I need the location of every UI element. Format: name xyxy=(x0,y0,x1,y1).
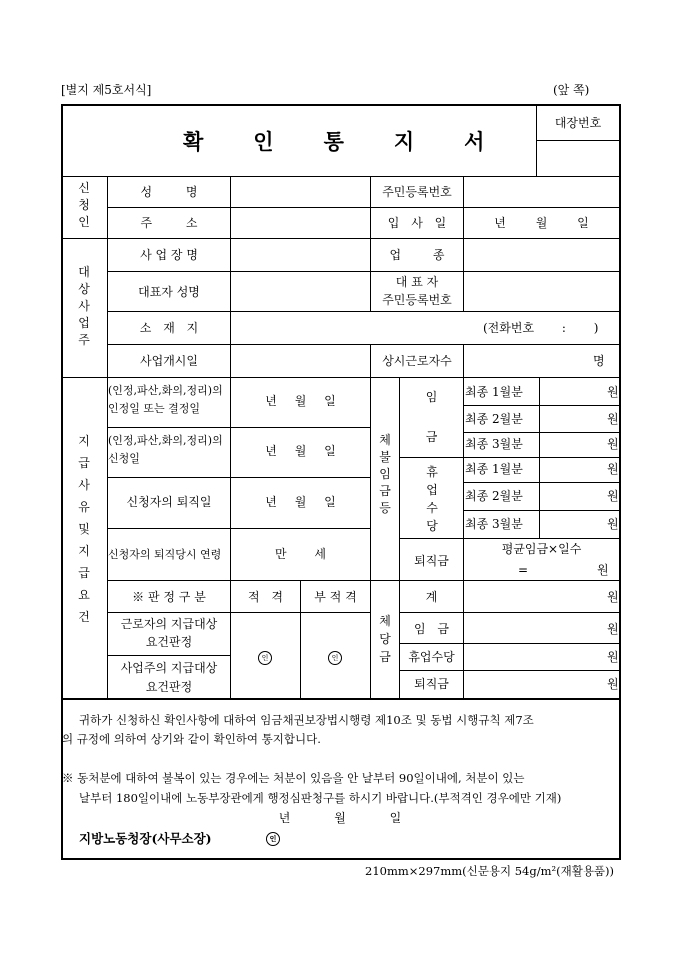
join-date-label: 입 사 일 xyxy=(387,216,447,230)
employer-eligibility-label-1: 사업주의 지급대상 xyxy=(120,661,218,675)
register-number-label: 대장번호 xyxy=(554,116,602,130)
leave-month2-unit: 원 xyxy=(607,489,619,503)
location-label: 소 재 지 xyxy=(139,321,199,335)
page-title: 확인통지서 xyxy=(183,129,535,154)
issuer-seal-icon: 인 xyxy=(266,832,280,846)
avg-wage-formula: 평균임금×일수 xyxy=(501,542,582,556)
substitute-total-unit: 원 xyxy=(607,590,619,604)
leave-month1-unit: 원 xyxy=(607,462,619,476)
start-date-label: 사업개시일 xyxy=(140,354,198,368)
leave-allowance-label: 휴업수당 xyxy=(426,465,438,533)
wage-month3-label: 최종 3월분 xyxy=(465,437,523,451)
grid-line xyxy=(536,140,620,141)
worker-eligibility-label-1: 근로자의 지급대상 xyxy=(120,617,218,631)
grid-line xyxy=(107,612,370,613)
leave-month2-label: 최종 2월분 xyxy=(465,489,523,503)
grid-line xyxy=(399,670,620,671)
application-date-label-2: 신청일 xyxy=(108,452,140,465)
grid-line xyxy=(107,655,230,656)
worker-eligibility-label-2: 요건판정 xyxy=(145,635,193,649)
grid-line xyxy=(107,580,620,581)
grid-line xyxy=(399,643,620,644)
leave-month1-label: 최종 1월분 xyxy=(465,462,523,476)
wage-month2-label: 최종 2월분 xyxy=(465,412,523,426)
grid-line xyxy=(463,510,620,511)
decision-date-value: 년 월 일 xyxy=(265,394,336,408)
retirement-date-label: 신청자의 퇴직일 xyxy=(126,495,212,509)
retirement-date-value: 년 월 일 xyxy=(265,495,336,509)
substitute-wage-label: 임 금 xyxy=(414,622,449,636)
name-label: 성 명 xyxy=(140,185,198,199)
notice-line-2: 의 규정에 의하여 상기와 같이 확인하여 통지합니다. xyxy=(62,732,321,746)
grid-line xyxy=(61,377,621,378)
substitute-severance-unit: 원 xyxy=(607,677,619,691)
table-border-mid xyxy=(61,698,621,700)
page-side-label: (앞 쪽) xyxy=(553,83,590,97)
employees-unit: 명 xyxy=(593,354,605,368)
grid-line xyxy=(61,176,621,177)
industry-label: 업 종 xyxy=(389,248,445,262)
grid-line xyxy=(107,344,620,345)
application-date-value: 년 월 일 xyxy=(265,444,336,458)
rep-name-label: 대표자 성명 xyxy=(138,285,200,299)
severance-label: 퇴직금 xyxy=(414,554,449,568)
notice-line-1: 귀하가 신청하신 확인사항에 대하여 임금채권보장법시행령 제10조 및 동법 시행규칙 제7조 xyxy=(79,713,534,727)
avg-wage-equals: = xyxy=(518,563,529,577)
table-border-top xyxy=(61,104,621,106)
rep-rrn-label-1: 대 표 자 xyxy=(395,275,439,289)
judgement-label: ※ 판 정 구 분 xyxy=(132,590,206,604)
substitute-leave-unit: 원 xyxy=(607,650,619,664)
phone-label: (전화번호 : ) xyxy=(483,321,599,335)
grid-line xyxy=(463,482,620,483)
decision-date-label-1: (인정,파산,화의,정리)의 xyxy=(108,384,223,397)
grid-line xyxy=(399,538,620,539)
business-section-label: 대상사업주 xyxy=(78,265,90,347)
grid-line xyxy=(107,477,370,478)
substitute-wage-unit: 원 xyxy=(607,622,619,636)
employees-label: 상시근로자수 xyxy=(382,354,452,368)
eligible-seal-icon: 인 xyxy=(258,651,272,665)
leave-month3-unit: 원 xyxy=(607,517,619,531)
join-date-value: 년 월 일 xyxy=(494,216,589,230)
substitute-leave-label: 휴업수당 xyxy=(408,650,455,664)
decision-date-label-2: 인정일 또는 결정일 xyxy=(108,402,201,415)
notice-date: 년 월 일 xyxy=(278,811,402,825)
grid-line xyxy=(107,311,620,312)
applicant-section-label: 신청인 xyxy=(78,181,90,229)
eligible-label: 적 격 xyxy=(248,590,283,604)
substitute-severance-label: 퇴직금 xyxy=(414,677,449,691)
retirement-age-value: 만 세 xyxy=(275,547,326,561)
rrn-label: 주민등록번호 xyxy=(382,185,452,199)
rep-rrn-label-2: 주민등록번호 xyxy=(382,293,452,307)
grid-line xyxy=(399,457,620,458)
payment-section-label: 지급사유 및 지급요건 xyxy=(78,434,90,624)
ineligible-seal-icon: 인 xyxy=(328,651,342,665)
substitute-total-label: 계 xyxy=(425,590,438,604)
substitute-payment-section-label: 체당금 xyxy=(379,614,391,664)
grid-line xyxy=(463,405,620,406)
table-border-bottom xyxy=(61,858,621,860)
form-number: [별지 제5호서식] xyxy=(61,83,152,97)
wage-month1-label: 최종 1월분 xyxy=(465,385,523,399)
grid-line xyxy=(463,538,464,698)
appeal-note-line-1: ※ 동처분에 대하여 불복이 있는 경우에는 처분이 있음을 안 날부터 90일이내에, 처분이 있는 xyxy=(62,771,525,785)
wage-label-2: 금 xyxy=(425,430,438,444)
grid-line xyxy=(463,344,464,377)
grid-line xyxy=(107,427,370,428)
application-date-label-1: (인정,파산,화의,정리)의 xyxy=(108,434,223,447)
grid-line xyxy=(230,176,231,698)
grid-line xyxy=(107,528,370,529)
ineligible-label: 부 적 격 xyxy=(314,590,357,604)
table-border-left xyxy=(61,104,63,860)
grid-line xyxy=(463,176,464,311)
severance-unit: 원 xyxy=(597,563,609,577)
retirement-age-label: 신청자의 퇴직당시 연령 xyxy=(108,548,222,561)
wage-month1-unit: 원 xyxy=(607,385,619,399)
paper-spec: 210mm×297mm(신문용지 54g/m²(재활용품)) xyxy=(365,864,615,878)
wage-label-1: 임 xyxy=(425,390,438,404)
arrears-section-label: 체불임금등 xyxy=(379,433,391,515)
issuer-name: 지방노동청장(사무소장) xyxy=(79,831,212,846)
wage-month3-unit: 원 xyxy=(607,437,619,451)
grid-line xyxy=(370,377,371,698)
grid-line xyxy=(107,271,620,272)
appeal-note-line-2: 날부터 180일이내에 노동부장관에게 행정심판청구를 하시기 바랍니다.(부적격인 경우에만 기재) xyxy=(79,791,562,805)
employer-eligibility-label-2: 요건판정 xyxy=(145,680,193,694)
wage-month2-unit: 원 xyxy=(607,412,619,426)
grid-line xyxy=(107,207,620,208)
grid-line xyxy=(399,612,620,613)
business-name-label: 사 업 장 명 xyxy=(140,248,198,262)
leave-month3-label: 최종 3월분 xyxy=(465,517,523,531)
grid-line xyxy=(463,432,620,433)
address-label: 주 소 xyxy=(140,216,198,230)
grid-line xyxy=(61,238,621,239)
